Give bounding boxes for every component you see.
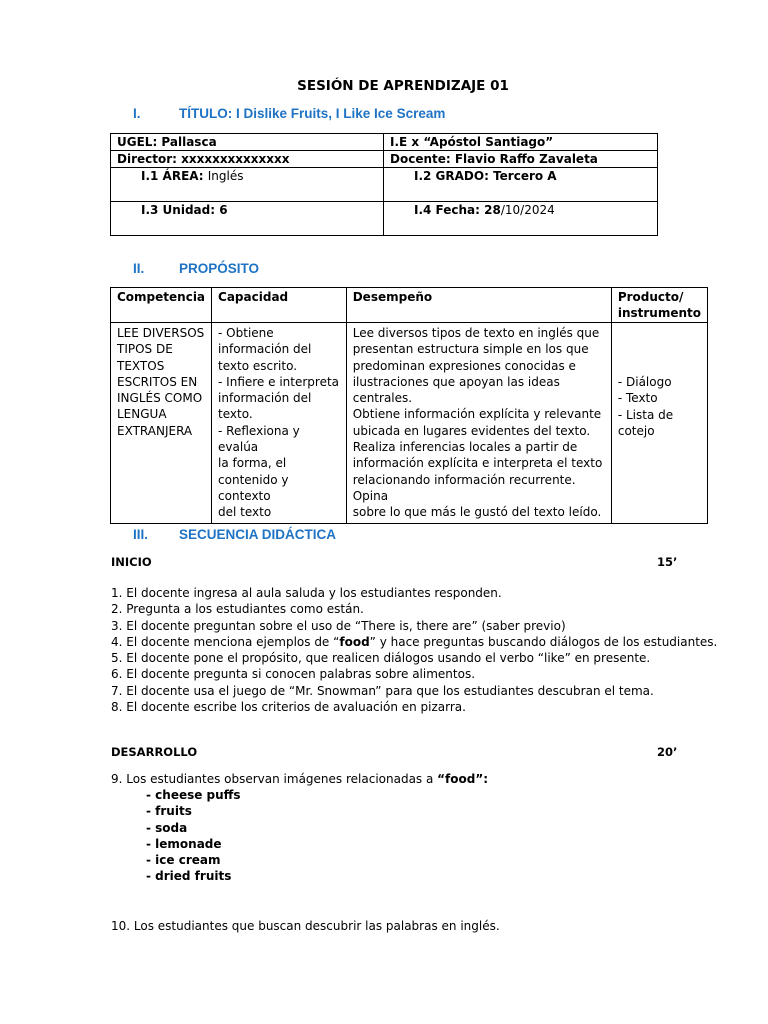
step10 (111, 918, 500, 934)
section-purpose-label: PROPÓSITO (179, 261, 260, 276)
line: INGLÉS COMO (117, 391, 203, 406)
food-item: - lemonade (146, 836, 222, 851)
step9-bold: “food”: (437, 772, 489, 786)
header-competencia: Competencia (111, 288, 212, 323)
ugel-cell: UGEL: Pallasca (111, 134, 384, 151)
section-number: III. (133, 527, 149, 542)
line: LENGUA (117, 407, 167, 422)
purpose-table (110, 287, 708, 524)
step-item: 1. El docente ingresa al aula saluda y los estudiantes responden. (111, 586, 502, 600)
line: predominan expresiones conocidas e (352, 358, 576, 373)
grado-cell: I.2 GRADO: Tercero A (384, 168, 658, 202)
line: - Diálogo (617, 375, 672, 389)
line: la forma, el (218, 456, 287, 471)
line: sobre lo que más le gustó del texto leído. (352, 505, 602, 520)
section-title-value: I Dislike Fruits, I Like Ice Scream (236, 106, 446, 121)
food-list (146, 787, 241, 885)
step4-rest: ” y hace preguntas buscando diálogos de los estudiantes. (369, 634, 718, 649)
line: contenido y contexto (218, 472, 289, 503)
step-item: 2. Pregunta a los estudiantes como están. (111, 602, 364, 617)
line: - Infiere e interpreta (218, 374, 340, 389)
step9-line (111, 771, 488, 787)
section-sequence-label: SECUENCIA DIDÁCTICA (179, 527, 337, 542)
inicio-steps (111, 585, 717, 715)
header-capacidad: Capacidad (212, 288, 347, 323)
fecha-label: I.4 Fecha: (414, 203, 485, 217)
line: Obtiene información explícita y relevante (352, 407, 602, 422)
line: - Obtiene (218, 326, 274, 340)
producto-cell (611, 323, 707, 524)
section-number: I. (133, 106, 141, 121)
line: TIPOS DE (117, 342, 173, 357)
desempeno-cell (346, 323, 611, 524)
step9 (111, 771, 488, 787)
line: relacionando información recurrente. Opina (352, 472, 576, 503)
step-item: 7. El docente usa el juego de “Mr. Snowman” para que los estudiantes descubran el tema. (111, 683, 654, 698)
step4-pre: 4. El docente menciona ejemplos de “ (111, 634, 340, 649)
step-item: 3. El docente preguntan sobre el uso de “There is, there are” (saber previo) (111, 618, 566, 633)
line: - Texto (617, 391, 658, 406)
fecha-cell (384, 202, 658, 236)
step10-line: 10. Los estudiantes que buscan descubrir las palabras en inglés. (111, 919, 500, 933)
area-value: Inglés (207, 169, 244, 183)
line: información explícita e interpreta el texto (352, 456, 603, 471)
line: TEXTOS (117, 358, 165, 373)
step9-pre: 9. Los estudiantes observan imágenes relacionadas a (111, 772, 438, 786)
line: información del (218, 391, 312, 406)
step-item: 6. El docente pregunta si conocen palabras sobre alimentos. (111, 667, 476, 682)
step-item: 5. El docente pone el propósito, que realicen diálogos usando el verbo “like” en presente. (111, 651, 651, 666)
section-number: II. (133, 261, 145, 276)
food-item: - ice cream (146, 853, 221, 868)
inicio-time: 15’ (657, 555, 678, 569)
line: Realiza inferencias locales a partir de (352, 440, 578, 455)
unidad-cell: I.3 Unidad: 6 (111, 202, 384, 236)
line: presentan estructura simple en los que (352, 342, 589, 357)
step-item: 8. El docente escribe los criterios de avaluación en pizarra. (111, 700, 466, 715)
line: cotejo (617, 423, 655, 438)
line: del texto (218, 505, 272, 520)
line: ilustraciones que apoyan las ideas centrales. (352, 374, 560, 406)
area-label: I.1 ÁREA: (141, 169, 208, 183)
fecha-rest: /10/2024 (500, 203, 555, 217)
food-item: - cheese puffs (146, 788, 241, 802)
line: texto escrito. (218, 358, 298, 373)
header-desempeno: Desempeño (346, 288, 611, 323)
desarrollo-label: DESARROLLO (111, 745, 198, 759)
line: Lee diversos tipos de texto en inglés que (352, 326, 600, 340)
line: información del (218, 342, 312, 357)
desarrollo-time: 20’ (657, 745, 678, 759)
ie-cell: I.E x “Apóstol Santiago” (384, 134, 658, 151)
header-producto: Producto/ instrumento (611, 288, 707, 323)
line: - Lista de (617, 407, 674, 422)
competencia-cell (111, 323, 212, 524)
line: ESCRITOS EN (117, 374, 198, 389)
inicio-label: INICIO (111, 555, 152, 569)
document-title: SESIÓN DE APRENDIZAJE 01 (297, 78, 509, 94)
info-table (110, 133, 658, 236)
food-item: - fruits (146, 804, 192, 819)
step-item (111, 634, 717, 650)
line: texto. (218, 407, 253, 422)
docente-cell: Docente: Flavio Raffo Zavaleta (384, 151, 658, 168)
section-title-label: TÍTULO: (179, 106, 236, 121)
area-cell (111, 168, 384, 202)
line: LEE DIVERSOS (117, 326, 205, 340)
food-item: - dried fruits (146, 869, 232, 884)
fecha-day: 28 (484, 203, 501, 217)
line: ubicada en lugares evidentes del texto. (352, 423, 591, 438)
section-title-text (179, 106, 445, 121)
step4-bold: food (339, 634, 370, 649)
line: - Reflexiona y evalúa (218, 423, 300, 455)
capacidad-cell (212, 323, 347, 524)
director-cell: Director: xxxxxxxxxxxxxx (111, 151, 384, 168)
line: EXTRANJERA (117, 423, 193, 438)
food-item: - soda (146, 820, 188, 835)
